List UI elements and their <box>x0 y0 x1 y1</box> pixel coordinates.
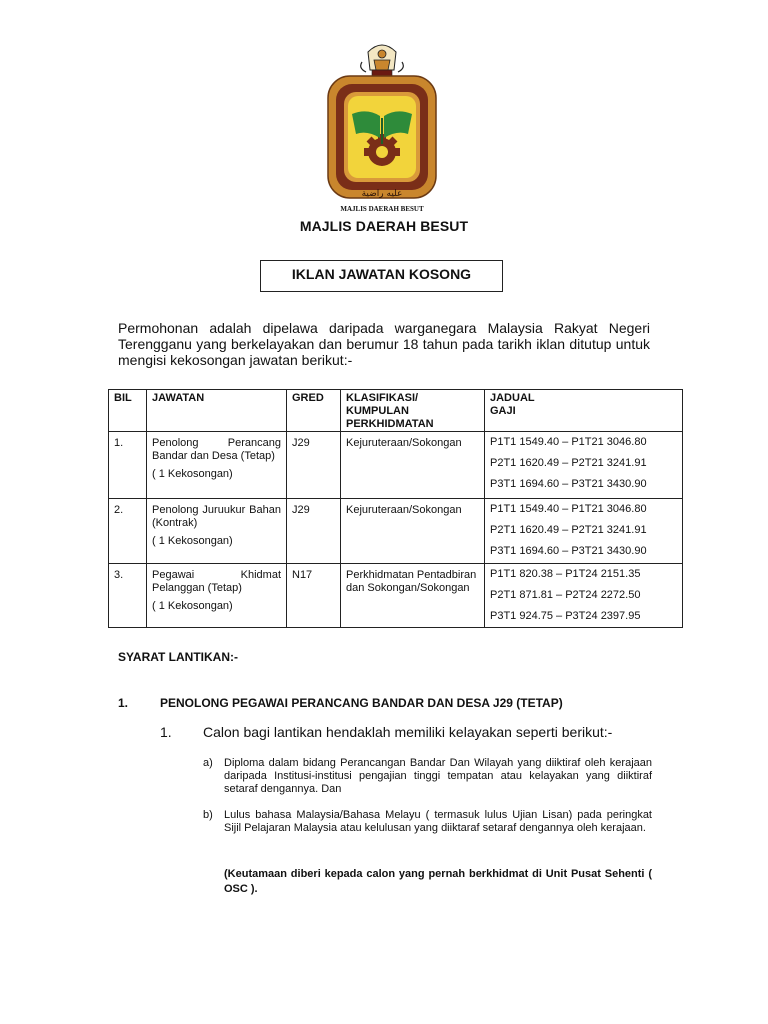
gaji-line: P1T1 1549.40 – P1T21 3046.80 <box>490 503 647 515</box>
gaji-line: P2T1 1620.49 – P2T21 3241.91 <box>490 457 647 469</box>
header-klasifikasi-line: KUMPULAN <box>346 405 409 417</box>
gaji-line: P1T1 1549.40 – P1T21 3046.80 <box>490 436 647 448</box>
header-klasifikasi-line: KLASIFIKASI/ <box>346 392 419 404</box>
row-klasifikasi: Kejuruteraan/Sokongan <box>341 499 485 564</box>
row-bil: 1. <box>109 432 147 499</box>
row-jawatan-title: Penolong Perancang Bandar dan Desa (Tetap) <box>152 437 281 462</box>
row-bil: 2. <box>109 499 147 564</box>
table-row <box>109 499 683 564</box>
table-row <box>109 564 683 628</box>
row-klasifikasi: Perkhidmatan Pentadbiran dan Sokongan/Sokongan <box>341 564 485 628</box>
row-gred: N17 <box>287 564 341 628</box>
row-gred: J29 <box>287 499 341 564</box>
gaji-line: P3T1 1694.60 – P3T21 3430.90 <box>490 545 647 557</box>
header-jadual-line: JADUAL <box>490 392 535 404</box>
item-text: Diploma dalam bidang Perancangan Bandar Dan Wilayah yang diiktiraf oleh kerajaan daripada Institusi-institusi pengajian tinggi tempatan atau kelayakan yang diiktiraf setaraf dengannya. Dan <box>224 757 652 795</box>
row-jawatan <box>147 499 287 564</box>
header-gred: GRED <box>287 390 341 432</box>
row-gaji <box>485 499 683 564</box>
crest-icon <box>361 45 404 76</box>
row-vacancy: ( 1 Kekosongan) <box>152 600 233 612</box>
item-letter: a) <box>203 757 213 769</box>
section-title: PENOLONG PEGAWAI PERANCANG BANDAR DAN DESA J29 (TETAP) <box>160 696 563 710</box>
council-emblem-icon <box>322 40 442 216</box>
row-vacancy: ( 1 Kekosongan) <box>152 468 233 480</box>
row-klasifikasi: Kejuruteraan/Sokongan <box>341 432 485 499</box>
sub-number: 1. <box>160 724 172 740</box>
row-gaji <box>485 564 683 628</box>
header-klasifikasi <box>341 390 485 432</box>
row-jawatan-title: Penolong Juruukur Bahan (Kontrak) <box>152 504 281 529</box>
header-bil: BIL <box>109 390 147 432</box>
section-number: 1. <box>118 696 129 710</box>
gaji-line: P2T1 1620.49 – P2T21 3241.91 <box>490 524 647 536</box>
row-gred: J29 <box>287 432 341 499</box>
council-logo <box>322 40 442 216</box>
header-jadual-line: GAJI <box>490 405 516 417</box>
item-letter: b) <box>203 809 213 821</box>
gaji-line: P3T1 1694.60 – P3T21 3430.90 <box>490 478 647 490</box>
row-gaji <box>485 432 683 499</box>
gaji-line: P2T1 871.81 – P2T24 2272.50 <box>490 589 641 601</box>
header-klasifikasi-line: PERKHIDMATAN <box>346 418 434 430</box>
row-vacancy: ( 1 Kekosongan) <box>152 535 233 547</box>
advertisement-title-box: IKLAN JAWATAN KOSONG <box>260 260 503 292</box>
vacancy-table <box>108 389 683 628</box>
header-jadual-gaji <box>485 390 683 432</box>
gaji-line: P1T1 820.38 – P1T24 2151.35 <box>490 568 641 580</box>
table-header-row <box>109 390 683 432</box>
organization-title: MAJLIS DAERAH BESUT <box>299 218 469 234</box>
row-bil: 3. <box>109 564 147 628</box>
gaji-line: P3T1 924.75 – P3T24 2397.95 <box>490 610 641 622</box>
header-jawatan: JAWATAN <box>147 390 287 432</box>
row-jawatan <box>147 564 287 628</box>
row-jawatan <box>147 432 287 499</box>
priority-note: (Keutamaan diberi kepada calon yang pernah berkhidmat di Unit Pusat Sehenti ( OSC ). <box>224 868 652 895</box>
intro-paragraph: Permohonan adalah dipelawa daripada warganegara Malaysia Rakyat Negeri Terengganu yang berkelayakan dan berumur 18 tahun pada tarikh iklan ditutup untuk mengisi kekosongan jawatan berikut:- <box>118 320 650 368</box>
logo-script: عليه راضیة <box>361 189 403 199</box>
syarat-title: SYARAT LANTIKAN:- <box>118 650 238 664</box>
item-text: Lulus bahasa Malaysia/Bahasa Melayu ( termasuk lulus Ujian Lisan) pada peringkat Sijil Pelajaran Malaysia atau kelulusan yang diiktaraf setaraf dengannya oleh kerajaan. <box>224 809 652 834</box>
row-jawatan-title: Pegawai Khidmat Pelanggan (Tetap) <box>152 569 281 594</box>
sub-text: Calon bagi lantikan hendaklah memiliki kelayakan seperti berikut:- <box>203 724 613 740</box>
logo-caption: MAJLIS DAERAH BESUT <box>340 205 424 213</box>
table-row <box>109 432 683 499</box>
